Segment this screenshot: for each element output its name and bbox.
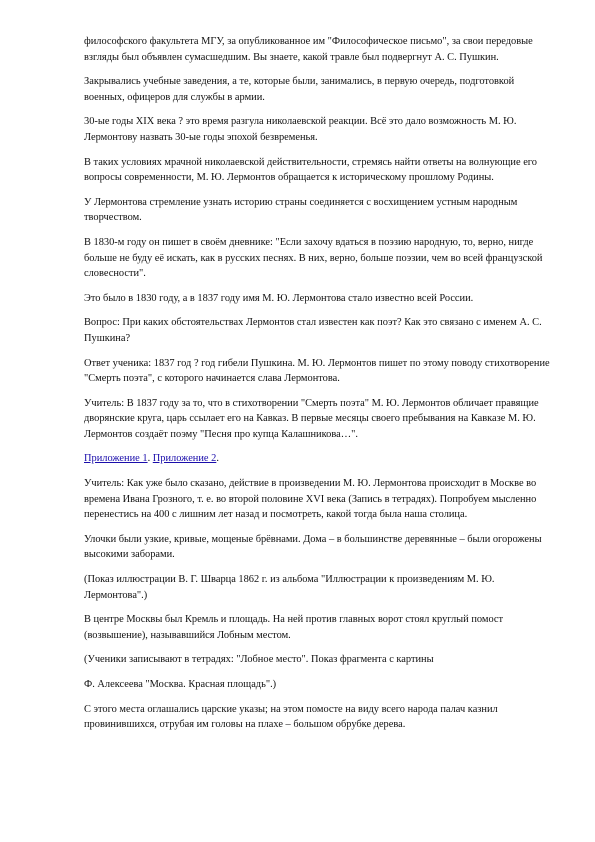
paragraph: (Ученики записывают в тетрадях: "Лобное место". Показ фрагмента с картины xyxy=(84,654,434,666)
paragraph: Учитель: Как уже было сказано, действие в произведении М. Ю. Лермонтова происходит в Москве во времена Ивана Грозного, т. е. во второй половине XVI века (Запись в тетрадях). Попробуем мысленно перенестись на 400 с лишним лет назад и посмотреть, какой тогда была наша столица. xyxy=(84,478,537,521)
appendix-1-link[interactable]: Приложение 1 xyxy=(84,453,148,465)
paragraph: Вопрос: При каких обстоятельствах Лермонтов стал известен как поэт? Как это связано с именем А. С. Пушкина? xyxy=(84,317,542,344)
paragraph: (Показ иллюстрации В. Г. Шварца 1862 г. из альбома "Иллюстрации к произведениям М. Ю. Лермонтова".) xyxy=(84,574,495,601)
paragraph: У Лермонтова стремление узнать историю страны соединяется с восхищением устным народным творчеством. xyxy=(84,196,518,224)
appendix-links xyxy=(84,451,552,467)
paragraph: философского факультета МГУ, за опубликованное им "Философическое письмо", за свои передовые взгляды был объявлен сумасшедшим. Вы знаете, какой травле был подвергнут А. С. Пушкин. xyxy=(84,36,533,63)
paragraph: Ответ ученика: 1837 год ? год гибели Пушкина. М. Ю. Лермонтов пишет по этому поводу стихотворение "Смерть поэта", с которого начинается слава Лермонтова. xyxy=(84,357,550,385)
document-body xyxy=(84,34,552,742)
paragraph: Учитель: В 1837 году за то, что в стихотворении "Смерть поэта" М. Ю. Лермонтов обличает правящие дворянские круга, царь ссылает его на Кавказ. В первые месяцы своего пребывания на Кавказе М. Ю. Лермонтов создаёт поэму "Песня про купца Калашникова…". xyxy=(84,397,539,440)
paragraph: 30-ые годы XIX века ? это время разгула николаевской реакции. Всё это дало возможность М. Ю. Лермонтову назвать 30-ые годы эпохой безвременья. xyxy=(84,116,517,143)
paragraph: В таких условиях мрачной николаевской действительности, стремясь найти ответы на волнующие его вопросы современности, М. Ю. Лермонтов обращается к историческому прошлому Родины. xyxy=(84,156,538,184)
paragraph: Улочки были узкие, кривые, мощеные брёвнами. Дома – в большинстве деревянные – были огорожены высокими заборами. xyxy=(84,533,542,561)
link-end: . xyxy=(216,453,219,465)
appendix-2-link[interactable]: Приложение 2 xyxy=(152,453,217,465)
paragraph: Закрывались учебные заведения, а те, которые были, занимались, в первую очередь, подготовкой военных, офицеров для службы в армии. xyxy=(84,76,515,103)
paragraph: Ф. Алексеева "Москва. Красная площадь".) xyxy=(84,679,277,690)
paragraph: Это было в 1830 году, а в 1837 году имя М. Ю. Лермонтова стало известно всей России. xyxy=(84,292,474,304)
paragraph: С этого места оглашались царские указы; на этом помосте на виду всего народа палач казнил провинившихся, отрубая им головы на плахе – большом обрубке дерева. xyxy=(84,703,498,731)
link-separator: . xyxy=(147,453,153,465)
paragraph: В 1830-м году он пишет в своём дневнике: "Если захочу вдаться в поэзию народную, то, верно, нигде больше не буду её искать, как в русских песнях. В них, верно, больше поэзии, чем во всей французской словесности". xyxy=(84,236,543,280)
paragraph: В центре Москвы был Кремль и площадь. На ней против главных ворот стоял круглый помост (возвышение), называвшийся Лобным местом. xyxy=(84,614,504,641)
